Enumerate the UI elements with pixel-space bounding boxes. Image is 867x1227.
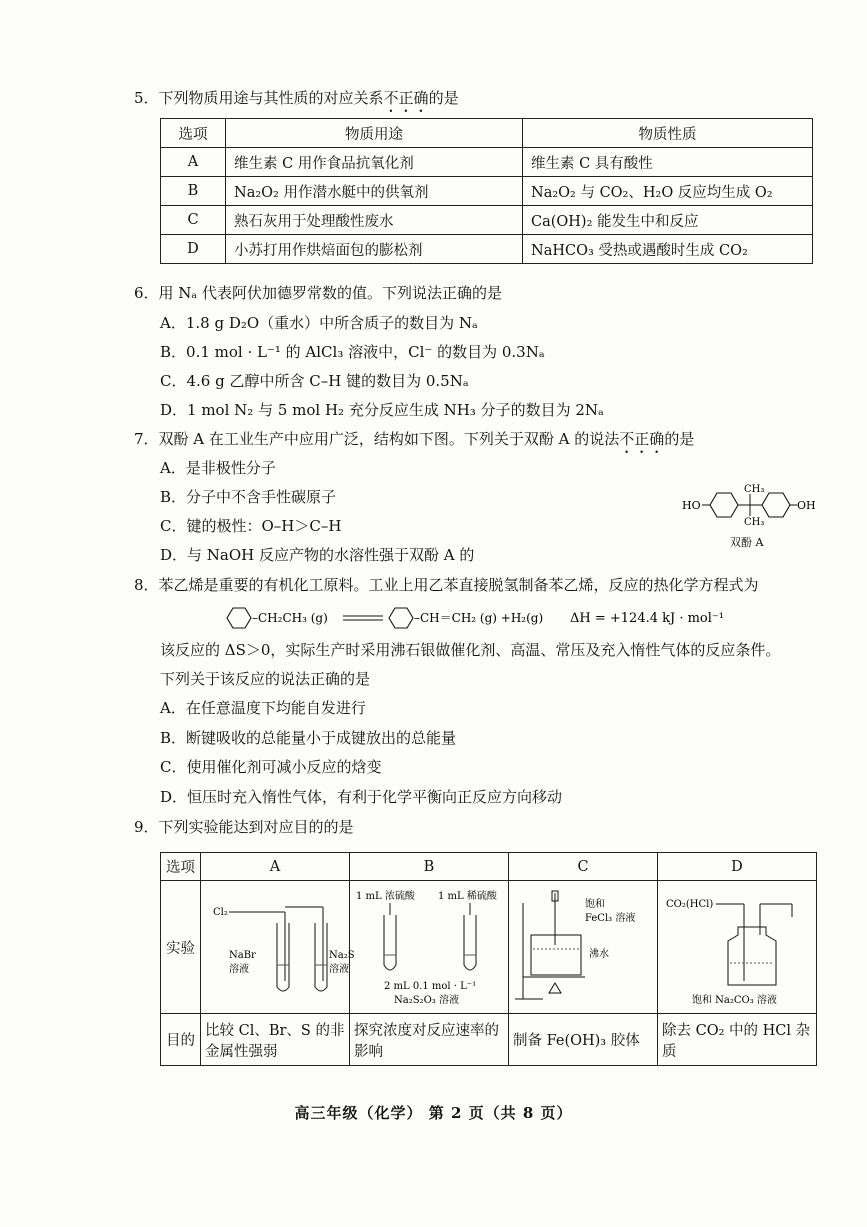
q5-emphasis: 不正确	[383, 89, 429, 107]
table-row	[161, 881, 817, 1014]
label-na2s: Na₂S	[329, 950, 355, 961]
goal-cell: 除去 CO₂ 中的 HCl 杂质	[658, 1014, 817, 1066]
q8-option-d: D．恒压时充入惰性气体，有利于化学平衡向正反应方向移动	[160, 788, 563, 806]
apparatus-c-diagram	[513, 883, 653, 1007]
label-dil-acid: 1 mL 稀硫酸	[438, 891, 497, 902]
goal-cell: 制备 Fe(OH)₃ 胶体	[509, 1014, 658, 1066]
apparatus-a-diagram	[205, 883, 355, 1007]
table-row	[161, 1014, 817, 1066]
question-9-stem: 9．下列实验能达到对应目的的是	[134, 818, 354, 836]
label-na2s-sol: 溶液	[329, 964, 349, 975]
apparatus-a	[201, 881, 355, 1014]
q6-option-b: B．0.1 mol · L⁻¹ 的 AlCl₃ 溶液中，Cl⁻ 的数目为 0.3Nₐ	[160, 343, 545, 361]
eq-products: –CH＝CH₂ (g) +H₂(g)	[414, 611, 544, 625]
q8-option-b: B．断键吸收的总能量小于成键放出的总能量	[160, 729, 457, 747]
q7-stem-end: 的是	[664, 430, 695, 448]
q5-table	[160, 118, 813, 264]
label-thiosulfate-sol: Na₂S₂O₃ 溶液	[394, 995, 459, 1006]
question-6-stem: 6．用 Nₐ 代表阿伏加德罗常数的值。下列说法正确的是	[134, 284, 502, 302]
q7-option-b: B．分子中不含手性碳原子	[160, 488, 337, 506]
header-cell: 物质性质	[523, 119, 813, 148]
use-cell: 小苏打用作烘焙面包的膨松剂	[226, 235, 523, 264]
q7-stem-text: 7．双酚 A 在工业生产中应用广泛，结构如下图。下列关于双酚 A 的说法	[134, 430, 620, 448]
apparatus-d-diagram	[662, 883, 812, 1007]
use-cell: 熟石灰用于处理酸性废水	[226, 206, 523, 235]
q7-emphasis: 不正确	[619, 430, 665, 448]
q6-option-c: C．4.6 g 乙醇中所含 C–H 键的数目为 0.5Nₐ	[160, 372, 469, 390]
header-cell: D	[658, 853, 817, 881]
property-cell: 维生素 C 具有酸性	[523, 148, 813, 177]
label-gas-in: CO₂(HCl)	[666, 899, 714, 910]
q5-stem-text: 5．下列物质用途与其性质的对应关系	[134, 89, 384, 107]
option-cell: B	[161, 177, 226, 206]
property-cell: Na₂O₂ 与 CO₂、H₂O 反应均生成 O₂	[523, 177, 813, 206]
ch3-top-label: CH₃	[744, 484, 765, 495]
header-cell: C	[509, 853, 658, 881]
use-cell: 维生素 C 用作食品抗氧化剂	[226, 148, 523, 177]
question-5-stem	[134, 88, 459, 116]
header-cell: 选项	[161, 119, 226, 148]
property-cell: Ca(OH)₂ 能发生中和反应	[523, 206, 813, 235]
question-8-stem: 8．苯乙烯是重要的有机化工原料。工业上用乙苯直接脱氢制备苯乙烯，反应的热化学方程式为	[134, 576, 759, 594]
q8-equation	[225, 605, 765, 631]
q8-option-c: C．使用催化剂可减小反应的焓变	[160, 758, 382, 776]
use-cell: Na₂O₂ 用作潜水艇中的供氧剂	[226, 177, 523, 206]
label-na2co3: 饱和 Na₂CO₃ 溶液	[692, 995, 777, 1006]
option-cell: D	[161, 235, 226, 264]
oh-label: OH	[797, 499, 816, 512]
q8-option-a: A．在任意温度下均能自发进行	[160, 699, 366, 717]
apparatus-b-diagram	[354, 883, 504, 1007]
question-7-stem	[134, 429, 694, 457]
table-row	[161, 148, 813, 177]
apparatus-b	[350, 881, 509, 1014]
q5-stem-end: 的是	[428, 89, 459, 107]
table-row	[161, 206, 813, 235]
table-row	[161, 235, 813, 264]
label-conc-acid: 1 mL 浓硫酸	[356, 891, 415, 902]
row-label: 实验	[161, 881, 201, 1014]
label-fecl3: FeCl₃ 溶液	[585, 913, 636, 924]
q9-table	[160, 852, 817, 1066]
q8-line-3: 下列关于该反应的说法正确的是	[160, 670, 371, 688]
label-boiling-water: 沸水	[589, 949, 609, 960]
option-cell: A	[161, 148, 226, 177]
header-cell: B	[350, 853, 509, 881]
table-header-row	[161, 119, 813, 148]
row-label: 目的	[161, 1014, 201, 1066]
q6-option-d: D．1 mol N₂ 与 5 mol H₂ 充分反应生成 NH₃ 分子的数目为 2Nₐ	[160, 401, 604, 419]
goal-cell: 探究浓度对反应速率的影响	[350, 1014, 509, 1066]
table-header-row	[161, 853, 817, 881]
header-cell: A	[201, 853, 350, 881]
label-saturated: 饱和	[585, 899, 605, 910]
table-row	[161, 177, 813, 206]
property-cell: NaHCO₃ 受热或遇酸时生成 CO₂	[523, 235, 813, 264]
goal-cell: 比较 Cl、Br、S 的非金属性强弱	[201, 1014, 350, 1066]
label-nabr-sol: 溶液	[229, 964, 249, 975]
apparatus-d	[658, 881, 817, 1014]
q7-option-a: A．是非极性分子	[160, 459, 276, 477]
label-cl2: Cl₂	[213, 907, 228, 918]
header-cell: 选项	[161, 853, 201, 881]
bisphenol-a-structure	[680, 478, 820, 558]
ch3-bottom-label: CH₃	[744, 517, 765, 528]
ho-label: HO	[682, 499, 701, 512]
q7-option-d: D．与 NaOH 反应产物的水溶性强于双酚 A 的	[160, 546, 475, 564]
eq-reactant: –CH₂CH₃ (g)	[252, 611, 328, 625]
q7-option-c: C．键的极性：O–H＞C–H	[160, 517, 342, 535]
label-nabr: NaBr	[229, 950, 256, 961]
header-cell: 物质用途	[226, 119, 523, 148]
label-thiosulfate: 2 mL 0.1 mol · L⁻¹	[384, 981, 477, 992]
page-footer: 高三年级（化学） 第 2 页（共 8 页）	[294, 1104, 573, 1122]
q8-line-2: 该反应的 ΔS＞0，实际生产时采用沸石银做催化剂、高温、常压及充入惰性气体的反应条件。	[160, 641, 781, 659]
figure-caption: 双酚 A	[730, 536, 764, 549]
q6-option-a: A．1.8 g D₂O（重水）中所含质子的数目为 Nₐ	[160, 314, 478, 332]
eq-enthalpy: ΔH = +124.4 kJ · mol⁻¹	[570, 611, 724, 626]
option-cell: C	[161, 206, 226, 235]
apparatus-c	[509, 881, 658, 1014]
